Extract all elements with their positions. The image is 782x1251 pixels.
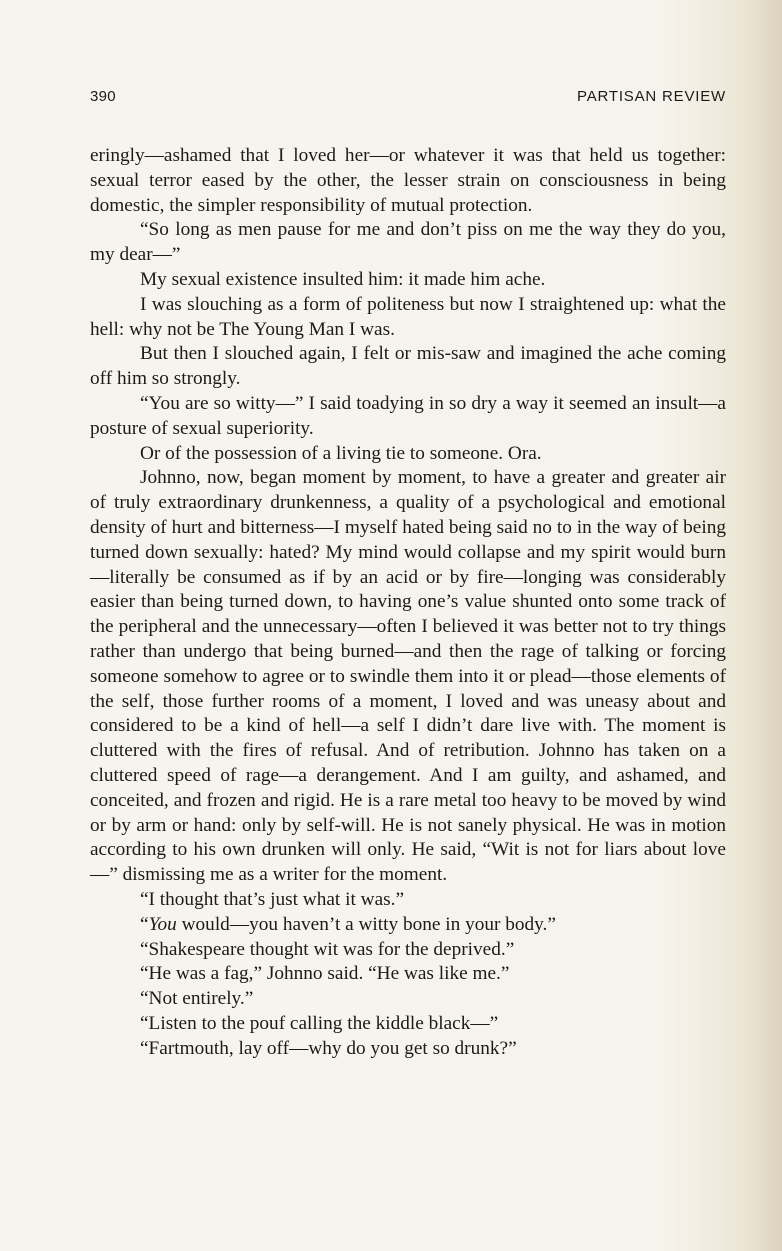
paragraph: “Not entirely.” <box>140 988 254 1010</box>
paragraph: “I thought that’s just what it was.” <box>140 888 405 910</box>
paragraph: “You are so witty—” I said toadying in so dry a way it seemed an insult—a posture of sexual superiority. <box>90 392 726 439</box>
paragraph: “Shakespeare thought wit was for the deprived.” <box>140 938 515 960</box>
paragraph: But then I slouched again, I felt or mis-saw and imagined the ache coming off him so strongly. <box>90 343 726 390</box>
paragraph: My sexual existence insulted him: it made him ache. <box>140 268 546 290</box>
journal-title: PARTISAN REVIEW <box>577 88 726 105</box>
paragraph: “Fartmouth, lay off—why do you get so drunk?” <box>140 1037 517 1059</box>
italic-word: You <box>148 913 177 935</box>
paragraph-rest: would—you haven’t a witty bone in your body.” <box>176 913 556 935</box>
paragraph: Or of the possession of a living tie to someone. Ora. <box>140 442 542 464</box>
paragraph: Johnno, now, began moment by moment, to have a greater and greater air of truly extraordinary drunkenness, a quality of a psychological and emotional density of hurt and bitterness—I myself hated being said no to in the way of being turned down sexually: hated? My mind would collapse and my spirit would burn—literally be consumed as if by an acid or by fire—longing was considerably easier than being turned down, to having one’s value shunted onto some track of the peripheral and the unnecessary—often I believed it was better not to try things rather than undergo that being burned—and then the rage of talking or forcing someone somehow to agree or to swindle them into it or plead—those elements of the self, those further rooms of a moment, I loved and was uneasy about and considered to be a kind of hell—a self I didn’t dare live with. The moment is cluttered with the fires of refusal. And of retribution. Johnno has taken on a cluttered speed of rage—a derangement. And I am guilty, and ashamed, and conceited, and frozen and rigid. He is a rare metal too heavy to be moved by wind or by arm or hand: only by self-will. He is not sanely physical. He was in motion according to his own drunken will only. He said, “Wit is not for liars about love—” dismissing me as a writer for the moment. <box>90 467 726 886</box>
paragraph <box>90 913 726 938</box>
body-text <box>90 144 726 1061</box>
paragraph: I was slouching as a form of politeness but now I straightened up: what the hell: why not be The Young Man I was. <box>90 293 726 340</box>
page-number: 390 <box>90 88 116 105</box>
paragraph: “So long as men pause for me and don’t piss on me the way they do you, my dear—” <box>90 219 726 266</box>
open-quote: “ <box>140 913 149 935</box>
running-head <box>90 88 726 110</box>
paragraph: “He was a fag,” Johnno said. “He was like me.” <box>140 963 510 985</box>
paragraph: eringly—ashamed that I loved her—or whatever it was that held us together: sexual terror eased by the other, the lesser strain on consciousness in being domestic, the simpler responsibility of mutual protection. <box>90 145 726 216</box>
paragraph: “Listen to the pouf calling the kiddle black—” <box>140 1012 499 1034</box>
